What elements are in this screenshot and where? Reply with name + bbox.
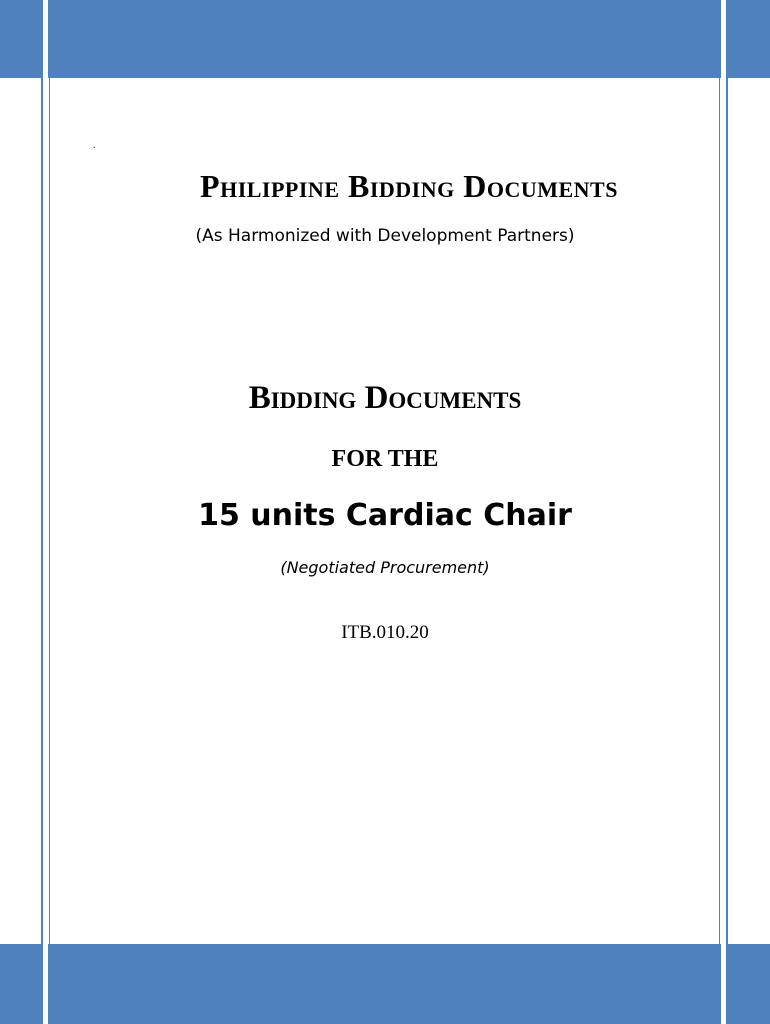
reference-number: ITB.010.20 bbox=[341, 622, 429, 643]
for-the-label: FOR THE bbox=[331, 446, 439, 472]
project-name: 15 units Cardiac Chair bbox=[198, 498, 572, 533]
document-series-subtitle: (As Harmonized with Development Partners) bbox=[195, 226, 575, 246]
top-color-band bbox=[0, 0, 770, 78]
stray-mark: . bbox=[93, 140, 96, 151]
bidding-documents-heading: Bidding Documents bbox=[248, 380, 522, 416]
document-series-title: Philippine Bidding Documents bbox=[200, 168, 618, 204]
procurement-mode: (Negotiated Procurement) bbox=[280, 558, 490, 577]
bottom-color-band bbox=[0, 944, 770, 1024]
